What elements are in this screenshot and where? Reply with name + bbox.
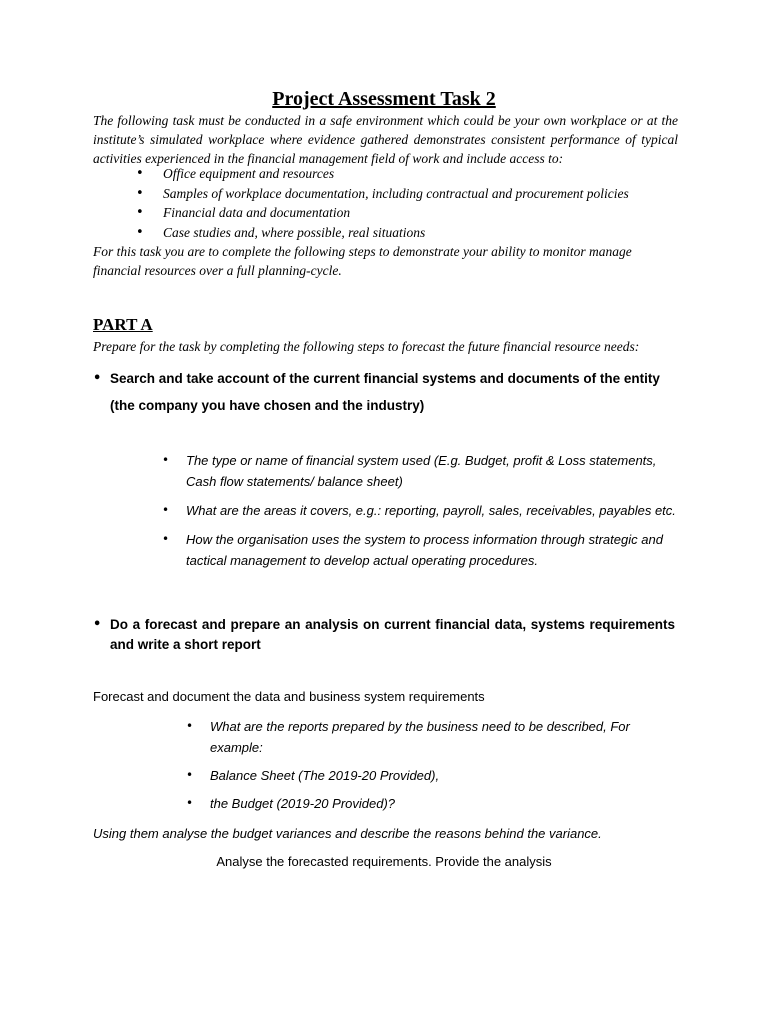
part-a-intro: Prepare for the task by completing the following steps to forecast the future financial resource needs: (93, 339, 640, 354)
variance-instruction: Using them analyse the budget variances and describe the reasons behind the variance. (93, 826, 602, 841)
page-title: Project Assessment Task 2 (272, 88, 496, 110)
list-item: • the Budget (2019-20 Provided)? (186, 793, 650, 814)
analyse-instruction: Analyse the forecasted requirements. Provide the analysis (216, 854, 552, 869)
closing-paragraph: For this task you are to complete the following steps to demonstrate your ability to monitor manage financial resources over a full planning-cycle. (93, 244, 632, 278)
part-a-heading: PART A (93, 315, 153, 334)
bullet-forecast (93, 615, 675, 655)
bullet-text: Search and take account of the current financial systems and documents of the entity (the company you have chosen and the industry) (110, 371, 660, 413)
forecast-instruction: Forecast and document the data and business system requirements (93, 689, 485, 704)
list-item: • Financial data and documentation (93, 203, 629, 223)
intro-list (93, 164, 629, 242)
list-item: • What are the areas it covers, e.g.: reporting, payroll, sales, receivables, payables etc. (162, 500, 681, 521)
list-item: • The type or name of financial system used (E.g. Budget, profit & Loss statements, Cash flow statements/ balance sheet) (162, 450, 681, 492)
list-item: • Case studies and, where possible, real situations (93, 223, 629, 243)
list-item: • What are the reports prepared by the business need to be described, For example: (186, 716, 650, 758)
list-item: • Samples of workplace documentation, including contractual and procurement policies (93, 184, 629, 204)
bullet-text: Do a forecast and prepare an analysis on current financial data, systems requirements and write a short report (110, 617, 675, 652)
list-item: • How the organisation uses the system to process information through strategic and tactical management to develop actual operating procedures. (162, 529, 681, 571)
bullet-icon: • (93, 371, 102, 386)
list-item: • Office equipment and resources (93, 164, 629, 184)
reports-sub-list (186, 716, 650, 821)
systems-sub-list (162, 450, 681, 579)
bullet-icon: • (93, 617, 102, 632)
intro-paragraph: The following task must be conducted in a safe environment which could be your own workplace or at the institute’s simulated workplace where evidence gathered demonstrates consistent performance of typical activities experienced in the financial management field of work and include access to: (93, 113, 678, 166)
list-item: • Balance Sheet (The 2019-20 Provided), (186, 765, 650, 786)
bullet-search-systems (93, 365, 675, 419)
